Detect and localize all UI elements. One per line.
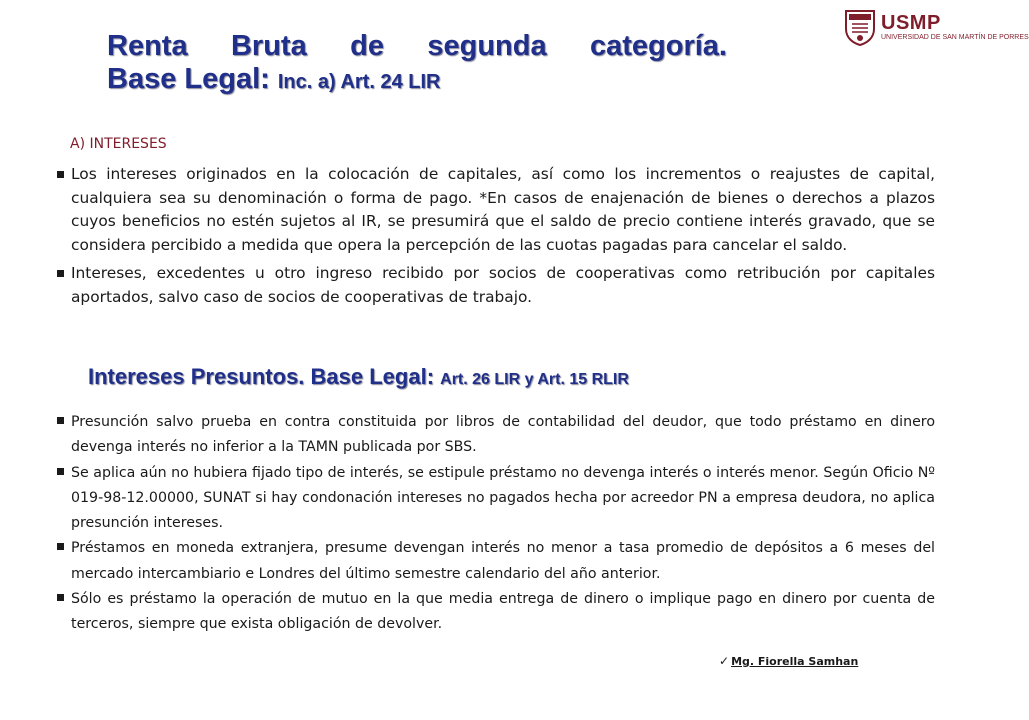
list-item: Se aplica aún no hubiera fijado tipo de interés, se estipule préstamo no devenga interés o interés menor. Según Oficio Nº 019-98-12.00000, SUNAT si hay condonación intereses no pagados hecha por acreedor PN a empresa deudora, no aplica presunción intereses. <box>57 461 935 537</box>
list-item: Sólo es préstamo la operación de mutuo en la que media entrega de dinero o implique pago en dinero por cuenta de terceros, siempre que exista obligación de devolver. <box>57 587 935 638</box>
title-line-1: Renta Bruta de segunda categoría. <box>107 30 727 62</box>
title-line-2-legal-ref: Inc. a) Art. 24 LIR <box>277 71 441 93</box>
slide-title <box>107 30 727 99</box>
list-item: Los intereses originados en la colocación de capitales, así como los incrementos o reajustes de capital, cualquiera sea su denominación o forma de pago. *En casos de enajenación de bienes o derechos a plazos cuyos beneficios no estén sujetos al IR, se presumirá que el saldo de precio contiene interés gravado, que se considera percibido a medida que opera la percepción de las cuotas pagadas para cancelar el saldo. <box>57 163 935 257</box>
usmp-logo <box>843 8 1029 46</box>
list-item: Intereses, excedentes u otro ingreso recibido por socios de cooperativas como retribución por capitales aportados, salvo caso de socios de cooperativas de trabajo. <box>57 262 935 309</box>
title-line-2-main: Base Legal: <box>107 63 278 95</box>
list-item: Préstamos en moneda extranjera, presume devengan interés no menor a tasa promedio de depósitos a 6 meses del mercado intercambiario e Londres del último semestre calendario del año anterior. <box>57 536 935 587</box>
logo-wordmark: USMP <box>881 12 941 34</box>
section-b-list <box>57 410 935 638</box>
section-b-title-main: Intereses Presuntos. Base Legal: <box>88 364 441 389</box>
section-b-legal-ref: Art. 26 LIR y Art. 15 RLIR <box>440 371 629 388</box>
author-credit <box>719 654 858 668</box>
title-line-2 <box>107 63 727 99</box>
list-item: Presunción salvo prueba en contra constituida por libros de contabilidad del deudor, que todo préstamo en dinero devenga interés no inferior a la TAMN publicada por SBS. <box>57 410 935 461</box>
section-a-heading: A) INTERESES <box>70 136 167 152</box>
logo-subtitle: UNIVERSIDAD DE SAN MARTÍN DE PORRES <box>881 34 1029 41</box>
university-seal-icon <box>843 8 877 46</box>
section-b-title <box>88 364 629 390</box>
section-a-list <box>57 163 935 315</box>
checkmark-icon: ✓ <box>719 654 730 668</box>
author-name: Mg. Fiorella Samhan <box>731 655 859 668</box>
